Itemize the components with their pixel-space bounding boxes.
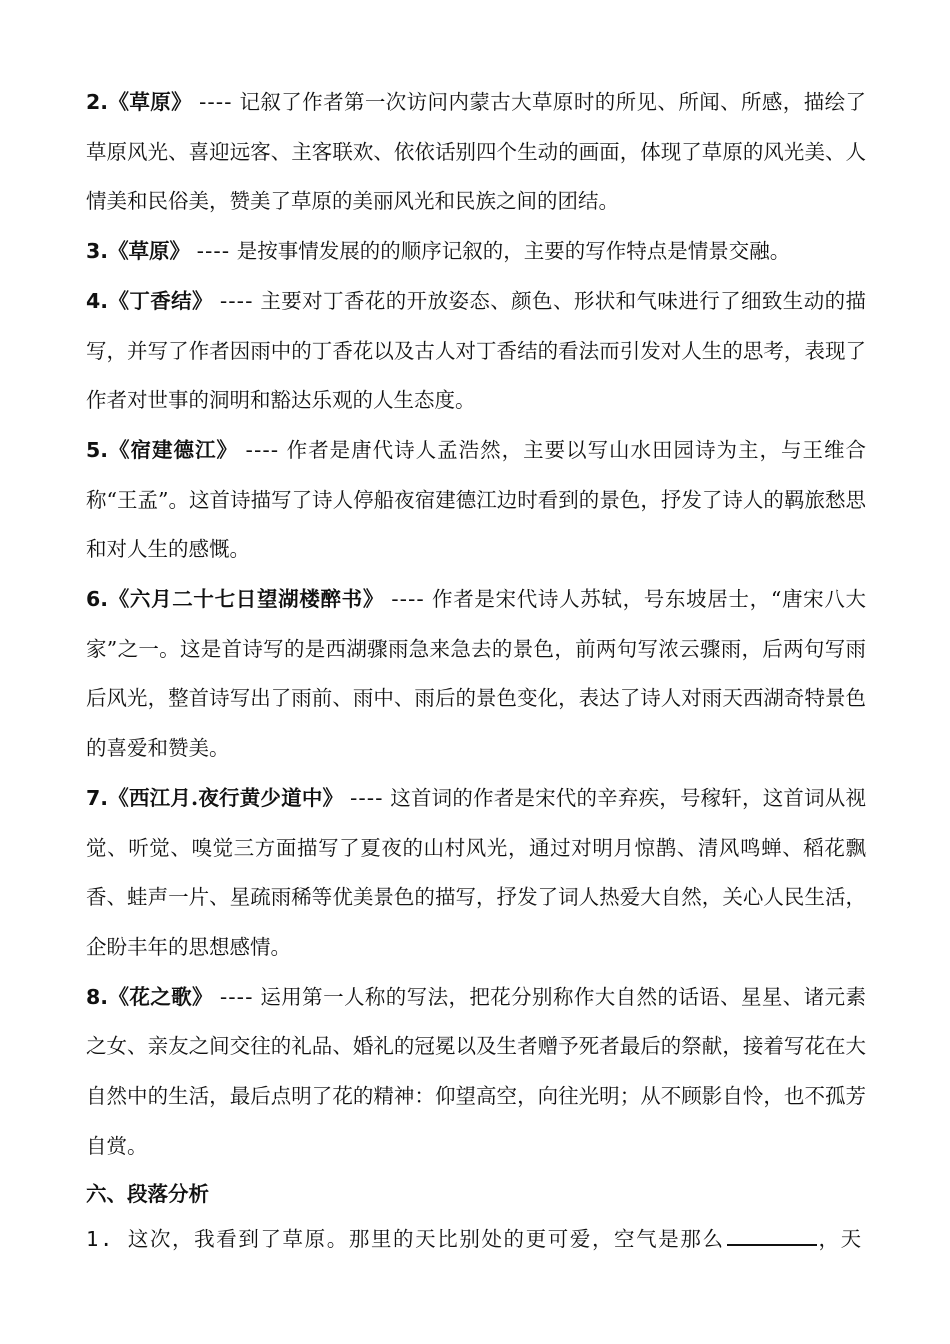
entry-separator: ---- [196,239,231,264]
entry-number: 6. [86,587,109,612]
summary-entry [86,426,866,575]
summary-entry [86,774,866,973]
fill-in-blank[interactable] [727,1224,817,1246]
entry-separator: ---- [219,288,254,313]
entry-title: 《草原》 [108,239,191,264]
entry-separator: ---- [349,785,384,810]
entry-separator: ---- [219,984,254,1009]
entry-title: 《宿建德江》 [108,437,239,462]
entry-text: 运用第一人称的写法，把花分别称作大自然的话语、星星、诸元素之女、亲友之间交往的礼品、婚礼的冠冕以及生者赠予死者最后的祭献，接着写花在大自然中的生活，最后点明了花的精神：仰望高空，向往光明；从不顾影自怜，也不孤芳自赏。 [86,984,866,1158]
entry-text: 记叙了作者第一次访问内蒙古大草原时的所见、所闻、所感，描绘了草原风光、喜迎远客、主客联欢、依依话别四个生动的画面，体现了草原的风光美、人情美和民俗美，赞美了草原的美丽风光和民族之间的团结。 [86,90,866,214]
entry-separator: ---- [198,90,233,114]
section-heading: 六、段落分析 [86,1182,209,1207]
summary-entry [86,227,866,277]
entry-title: 《花之歌》 [108,984,213,1009]
summary-entry [86,973,866,1172]
entry-text: 主要对丁香花的开放姿态、颜色、形状和气味进行了细致生动的描写，并写了作者因雨中的丁香花以及古人对丁香结的看法而引发对人生的思考，表现了作者对世事的洞明和豁达乐观的人生态度。 [86,288,866,413]
entry-number: 5. [86,437,109,462]
entry-text: 是按事情发展的的顺序记叙的，主要的写作特点是情景交融。 [236,239,791,264]
summary-entry [86,575,866,774]
paragraph-text-after: ，天 [818,1227,863,1252]
entry-separator: ---- [391,587,425,612]
entry-number: 4. [86,288,109,313]
document-page [86,78,866,1261]
entry-text: 作者是宋代诗人苏轼，号东坡居士，“唐宋八大家”之一。这是首诗写的是西湖骤雨急来急去的景色，前两句写浓云骤雨，后两句写雨后风光，整首诗写出了雨前、雨中、雨后的景色变化，表达了诗人对雨天西湖奇特景色的喜爱和赞美。 [86,587,866,761]
entry-number: 3. [86,239,109,264]
entry-number: 2. [86,90,109,114]
entry-number: 7. [86,785,109,810]
summary-entry [86,277,866,426]
entry-title: 《草原》 [108,90,193,114]
summary-entry [86,78,866,227]
entry-title: 《丁香结》 [108,288,213,313]
paragraph-text-before: 这次，我看到了草原。那里的天比别处的更可爱，空气是那么 [127,1227,725,1252]
entry-title: 《西江月.夜行黄少道中》 [108,785,344,810]
entry-text: 这首词的作者是宋代的辛弃疾，号稼轩，这首词从视觉、听觉、嗅觉三方面描写了夏夜的山村风光，通过对明月惊鹊、清风鸣蝉、稻花飘香、蛙声一片、星疏雨稀等优美景色的描写，抒发了词人热爱大自然，关心人民生活，企盼丰年的思想感情。 [86,785,866,959]
summary-list [86,78,866,1171]
entry-separator: ---- [245,437,280,462]
paragraph-number: 1. [86,1227,114,1252]
entry-title: 《六月二十七日望湖楼醉书》 [108,587,385,612]
paragraph-question [86,1217,866,1261]
entry-number: 8. [86,984,109,1009]
entry-text: 作者是唐代诗人孟浩然，主要以写山水田园诗为主，与王维合称“王孟”。这首诗描写了诗人停船夜宿建德江边时看到的景色，抒发了诗人的羁旅愁思和对人生的感慨。 [86,437,866,562]
